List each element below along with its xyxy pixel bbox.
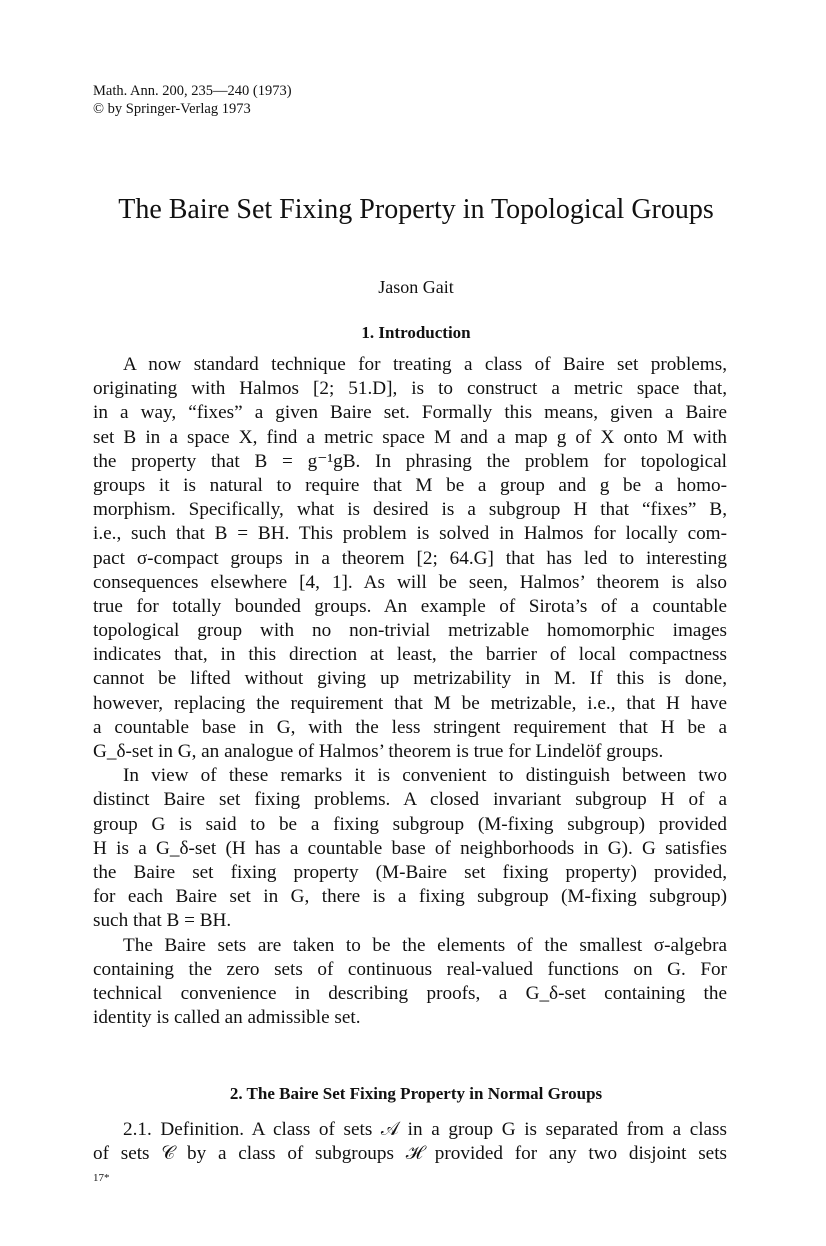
text-line: the property that B = g⁻¹gB. In phrasing the problem for topological <box>93 450 727 472</box>
text-line: distinct Baire set fixing problems. A closed invariant subgroup H of a <box>93 789 727 811</box>
text-line: cannot be lifted without giving up metrizability in M. If this is done, <box>93 668 727 690</box>
text-line: consequences elsewhere [4, 1]. As will be seen, Halmos’ theorem is also <box>93 571 727 593</box>
copyright-notice: © by Springer-Verlag 1973 <box>93 101 251 117</box>
text-line: A now standard technique for treating a class of Baire set problems, <box>123 354 727 375</box>
text-line: groups it is natural to require that M be a group and g be a homo- <box>93 474 727 496</box>
text-line: group G is said to be a fixing subgroup (M-fixing subgroup) provided <box>93 813 727 835</box>
section-heading-introduction: 1. Introduction <box>361 323 471 342</box>
text-line: containing the zero sets of continuous real-valued functions on G. For <box>93 958 727 980</box>
text-line: the Baire set fixing property (M-Baire set fixing property) provided, <box>93 861 727 883</box>
text-line: true for totally bounded groups. An example of Sirota’s of a countable <box>93 595 727 617</box>
text-line: H is a G_δ-set (H has a countable base of neighborhoods in G). G satisfies <box>93 837 727 859</box>
author-name: Jason Gait <box>378 277 454 297</box>
text-line: i.e., such that B = BH. This problem is solved in Halmos for locally com- <box>93 523 727 545</box>
text-line: originating with Halmos [2; 51.D], is to construct a metric space that, <box>93 378 727 400</box>
section-heading-normal-groups: 2. The Baire Set Fixing Property in Normal Groups <box>229 1084 603 1103</box>
text-line: In view of these remarks it is convenient to distinguish between two <box>123 765 727 787</box>
text-line: such that B = BH. <box>93 910 232 932</box>
text-line: set B in a space X, find a metric space M and a map g of X onto M with <box>93 426 727 448</box>
text-line: however, replacing the requirement that M be metrizable, i.e., that H have <box>93 692 727 714</box>
text-line: of sets 𝒞 by a class of subgroups ℋ provided for any two disjoint sets <box>93 1143 727 1165</box>
text-line: The Baire sets are taken to be the elements of the smallest σ-algebra <box>123 934 727 956</box>
text-line: identity is called an admissible set. <box>93 1007 361 1029</box>
text-line: in a way, “fixes” a given Baire set. Formally this means, given a Baire <box>93 402 727 424</box>
text-line: morphism. Specifically, what is desired is a subgroup H that “fixes” B, <box>93 499 727 521</box>
page-marker: 17* <box>93 1172 110 1184</box>
definition-body <box>93 1118 727 1166</box>
text-line: topological group with no non-trivial metrizable homomorphic images <box>93 620 727 642</box>
paper-title: The Baire Set Fixing Property in Topological Groups <box>118 194 714 225</box>
text-line: pact σ-compact groups in a theorem [2; 64.G] that has led to interesting <box>93 547 727 569</box>
text-line: technical convenience in describing proofs, a G_δ-set containing the <box>93 982 727 1004</box>
journal-header <box>93 82 292 118</box>
text-line: G_δ-set in G, an analogue of Halmos’ theorem is true for Lindelöf groups. <box>93 741 664 762</box>
introduction-body <box>93 353 727 1030</box>
journal-citation: Math. Ann. 200, 235—240 (1973) <box>93 83 292 99</box>
text-line: 2.1. Definition. A class of sets 𝒜 in a group G is separated from a class <box>123 1119 727 1140</box>
text-line: for each Baire set in G, there is a fixing subgroup (M-fixing subgroup) <box>93 886 727 908</box>
text-line: indicates that, in this direction at least, the barrier of local compactness <box>93 644 727 666</box>
text-line: a countable base in G, with the less stringent requirement that H be a <box>93 716 727 738</box>
